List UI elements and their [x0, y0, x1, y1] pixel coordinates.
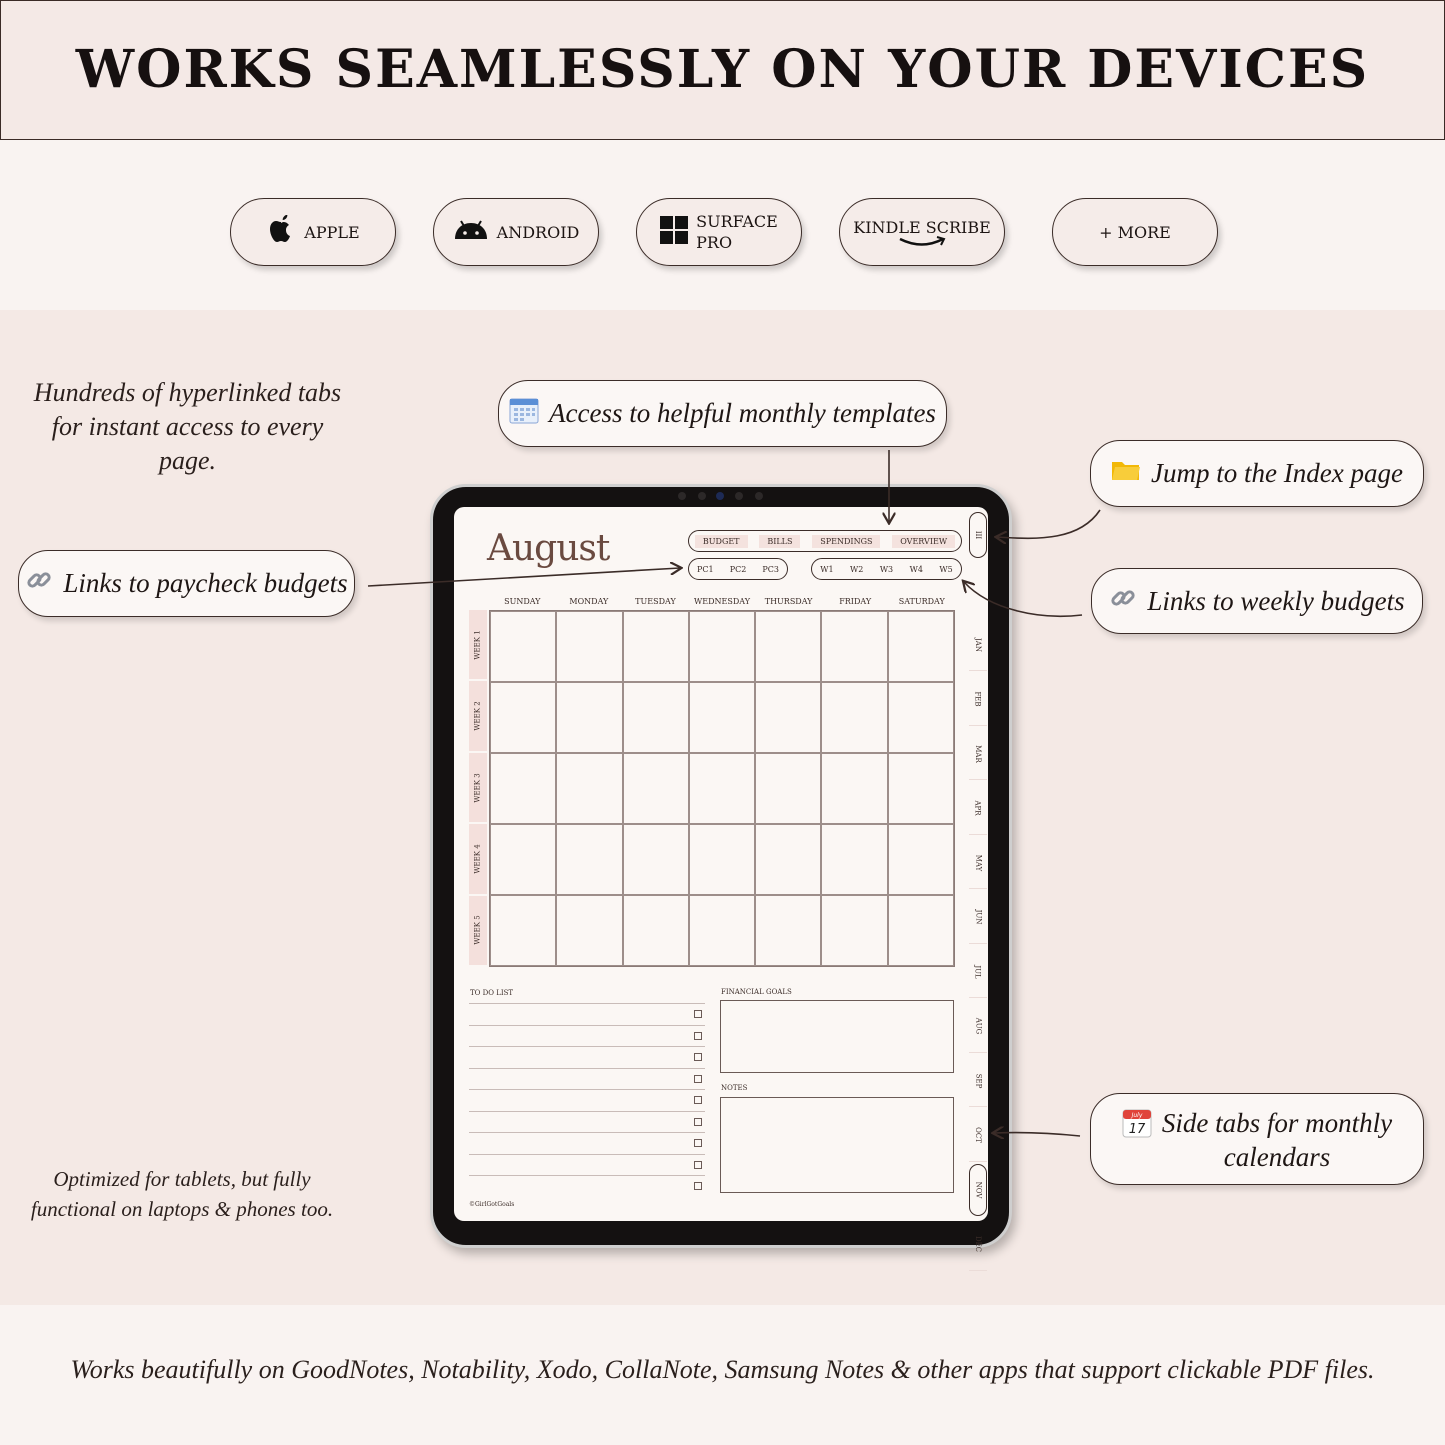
todo-checkbox[interactable]	[694, 1075, 702, 1083]
note-line: Hundreds of hyperlinked tabs	[33, 378, 342, 407]
callout-text: Links to paycheck budgets	[63, 568, 348, 598]
calendar-cell[interactable]	[821, 824, 887, 895]
side-tabs-callout	[1090, 1093, 1424, 1185]
device-surface-button[interactable]	[636, 198, 802, 266]
todo-checkbox[interactable]	[694, 1161, 702, 1169]
month-side-tabs	[969, 512, 987, 1253]
side-tab-oct[interactable]	[969, 1110, 987, 1162]
week-label: WEEK 5	[474, 915, 483, 945]
index-tab-label: III	[973, 530, 982, 540]
side-tab-label: MAY	[974, 854, 982, 871]
callout-text: Jump to the Index page	[1151, 458, 1403, 488]
camera-lens	[716, 492, 724, 500]
day-header: THURSDAY	[764, 597, 813, 606]
windows-icon	[660, 216, 688, 248]
calendar-cell[interactable]	[888, 824, 954, 895]
day-header: SATURDAY	[898, 597, 945, 606]
side-tab-label: MAR	[974, 744, 982, 763]
side-tab-dec[interactable]	[969, 1219, 987, 1271]
notes-label: NOTES	[721, 1084, 748, 1092]
day-header: TUESDAY	[635, 597, 676, 606]
calendar-cell[interactable]	[821, 682, 887, 753]
calendar-icon	[509, 396, 539, 431]
calendar-cell[interactable]	[556, 611, 622, 682]
amazon-smile-icon	[897, 233, 947, 252]
tab-overview[interactable]: OVERVIEW	[892, 535, 955, 548]
calendar-cell[interactable]	[490, 824, 556, 895]
month-title: August	[487, 528, 610, 569]
todo-line[interactable]	[469, 1046, 705, 1047]
hyperlinked-tabs-note	[20, 376, 355, 478]
notes-box[interactable]	[720, 1097, 954, 1193]
day-headers	[489, 597, 955, 606]
device-label-line2: PRO	[696, 233, 733, 252]
side-tab-jun[interactable]	[969, 892, 987, 944]
day-header: MONDAY	[569, 597, 609, 606]
side-tab-nov[interactable]	[969, 1164, 987, 1216]
side-tab-mar[interactable]	[969, 728, 987, 780]
optimized-note	[22, 1164, 342, 1224]
todo-checkbox[interactable]	[694, 1118, 702, 1126]
todo-line[interactable]	[469, 1003, 705, 1004]
week-label: WEEK 2	[474, 701, 483, 731]
calendar-cell[interactable]	[755, 895, 821, 966]
side-tab-jan[interactable]	[969, 619, 987, 671]
todo-line[interactable]	[469, 1068, 705, 1069]
camera-dot	[678, 492, 686, 500]
tab-pc3[interactable]: PC3	[762, 564, 779, 574]
weekly-callout	[1091, 568, 1423, 634]
todo-line[interactable]	[469, 1111, 705, 1112]
calendar-cell[interactable]	[490, 753, 556, 824]
week-tab[interactable]	[469, 681, 487, 750]
tab-spendings[interactable]: SPENDINGS	[812, 535, 880, 548]
tab-w2[interactable]: W2	[850, 564, 864, 574]
copyright-text: ©GirlGotGoals	[469, 1201, 515, 1208]
note-line: for instant access to every page.	[51, 412, 324, 475]
tab-bills[interactable]: BILLS	[759, 535, 800, 548]
tab-pc1[interactable]: PC1	[697, 564, 714, 574]
calendar-cell[interactable]	[755, 824, 821, 895]
device-label	[696, 211, 778, 253]
side-tab-label: FEB	[974, 691, 982, 707]
side-tab-label: JAN	[974, 637, 982, 652]
calendar-day-text: 17	[1128, 1122, 1146, 1137]
side-tab-label: APR	[973, 800, 982, 816]
calendar-cell[interactable]	[888, 682, 954, 753]
paycheck-tabs	[688, 558, 788, 580]
tab-w4[interactable]: W4	[909, 564, 923, 574]
side-tab-sep[interactable]	[969, 1055, 987, 1107]
todo-line[interactable]	[469, 1025, 705, 1026]
date-calendar-icon	[1122, 1108, 1152, 1145]
link-icon	[25, 566, 53, 601]
device-label: + MORE	[1099, 222, 1171, 242]
calendar-grid	[489, 610, 955, 967]
index-tab[interactable]	[969, 512, 987, 558]
calendar-cell[interactable]	[821, 753, 887, 824]
todo-line[interactable]	[469, 1132, 705, 1133]
side-tab-label: OCT	[973, 1127, 982, 1143]
calendar-cell[interactable]	[755, 753, 821, 824]
week-label: WEEK 4	[474, 844, 483, 874]
week-tab[interactable]	[469, 753, 487, 822]
calendar-cell[interactable]	[689, 753, 755, 824]
todo-checkbox[interactable]	[694, 1053, 702, 1061]
financial-goals-box[interactable]	[720, 1000, 954, 1073]
templates-callout	[498, 380, 947, 447]
calendar-cell[interactable]	[623, 753, 689, 824]
paycheck-callout	[18, 550, 355, 617]
calendar-cell[interactable]	[623, 682, 689, 753]
link-icon	[1109, 584, 1137, 619]
calendar-cell[interactable]	[821, 611, 887, 682]
camera-dot	[755, 492, 763, 500]
week-label: WEEK 3	[474, 772, 483, 803]
calendar-cell[interactable]	[689, 682, 755, 753]
week-tab[interactable]	[469, 896, 487, 965]
calendar-cell[interactable]	[490, 682, 556, 753]
side-tab-label: SEP	[974, 1073, 982, 1088]
week-label: WEEK 1	[474, 630, 483, 660]
side-tab-apr[interactable]	[969, 783, 987, 835]
todo-checkbox[interactable]	[694, 1010, 702, 1018]
index-callout	[1090, 440, 1424, 507]
day-header: SUNDAY	[504, 597, 541, 606]
calendar-cell[interactable]	[490, 611, 556, 682]
calendar-cell[interactable]	[689, 611, 755, 682]
day-header: FRIDAY	[839, 597, 872, 606]
camera-dot	[735, 492, 743, 500]
device-kindle-button[interactable]	[839, 198, 1005, 266]
week-labels	[469, 610, 487, 967]
calendar-cell[interactable]	[888, 753, 954, 824]
todo-line[interactable]	[469, 1175, 705, 1176]
side-tab-label: JUN	[974, 909, 982, 925]
tab-w5[interactable]: W5	[939, 564, 953, 574]
callout-text	[1162, 1106, 1392, 1174]
device-label-line1: SURFACE	[696, 212, 778, 231]
todo-checkbox[interactable]	[694, 1032, 702, 1040]
week-tabs	[811, 558, 962, 580]
todo-line[interactable]	[469, 1089, 705, 1090]
folder-icon	[1111, 458, 1141, 489]
calendar-cell[interactable]	[623, 611, 689, 682]
calendar-cell[interactable]	[556, 824, 622, 895]
calendar-cell[interactable]	[689, 824, 755, 895]
todo-label: TO DO LIST	[470, 989, 514, 997]
footer-text: Works beautifully on GoodNotes, Notability, Xodo, CollaNote, Samsung Notes & other apps that support clickable PDF files.	[70, 1355, 1375, 1384]
calendar-cell[interactable]	[821, 895, 887, 966]
android-icon	[453, 219, 489, 245]
calendar-cell[interactable]	[623, 895, 689, 966]
week-tab[interactable]	[469, 824, 487, 893]
calendar-cell[interactable]	[556, 753, 622, 824]
todo-checkbox[interactable]	[694, 1182, 702, 1190]
header-banner	[0, 0, 1445, 140]
callout-text: Links to weekly budgets	[1147, 585, 1405, 616]
side-tab-may[interactable]	[969, 837, 987, 889]
device-label: KINDLE SCRIBE	[853, 218, 991, 237]
apple-icon	[266, 213, 296, 251]
device-android-button[interactable]	[433, 198, 599, 266]
template-tabs	[688, 530, 962, 552]
day-header: WEDNESDAY	[694, 597, 750, 606]
calendar-cell[interactable]	[888, 611, 954, 682]
calendar-cell[interactable]	[755, 682, 821, 753]
device-label: APPLE	[304, 222, 360, 242]
side-tab-label: NOV	[974, 1181, 983, 1199]
side-tab-label: DEC	[973, 1235, 982, 1253]
goals-label: FINANCIAL GOALS	[721, 988, 792, 996]
side-tab-jul[interactable]	[969, 946, 987, 998]
callout-line: calendars	[1223, 1142, 1331, 1172]
calendar-cell[interactable]	[755, 611, 821, 682]
device-apple-button[interactable]	[230, 198, 396, 266]
device-more-button[interactable]	[1052, 198, 1218, 266]
camera-dot	[698, 492, 706, 500]
calendar-cell[interactable]	[556, 895, 622, 966]
callout-line: Side tabs for monthly	[1161, 1108, 1393, 1138]
calendar-cell[interactable]	[689, 895, 755, 966]
side-tab-feb[interactable]	[969, 674, 987, 726]
calendar-cell[interactable]	[623, 824, 689, 895]
tab-w1[interactable]: W1	[820, 564, 834, 574]
side-tab-label: JUL	[973, 964, 982, 979]
calendar-cell[interactable]	[556, 682, 622, 753]
note-line: functional on laptops & phones too.	[30, 1197, 334, 1221]
callout-text: Access to helpful monthly templates	[549, 398, 936, 428]
calendar-cell[interactable]	[888, 895, 954, 966]
calendar-cell[interactable]	[490, 895, 556, 966]
todo-line[interactable]	[469, 1154, 705, 1155]
week-tab[interactable]	[469, 610, 487, 679]
side-tab-label: AUG	[973, 1017, 982, 1035]
note-line: Optimized for tablets, but fully	[53, 1167, 311, 1191]
todo-checkbox[interactable]	[694, 1139, 702, 1147]
device-label: ANDROID	[496, 222, 580, 242]
calendar-month-text: July	[1131, 1112, 1143, 1119]
side-tab-aug[interactable]	[969, 1001, 987, 1053]
tab-w3[interactable]: W3	[879, 564, 894, 574]
tab-pc2[interactable]: PC2	[729, 564, 747, 574]
page-title: WORKS SEAMLESSLY ON YOUR DEVICES	[75, 39, 1370, 100]
tab-budget[interactable]: BUDGET	[695, 535, 748, 548]
todo-checkbox[interactable]	[694, 1096, 702, 1104]
